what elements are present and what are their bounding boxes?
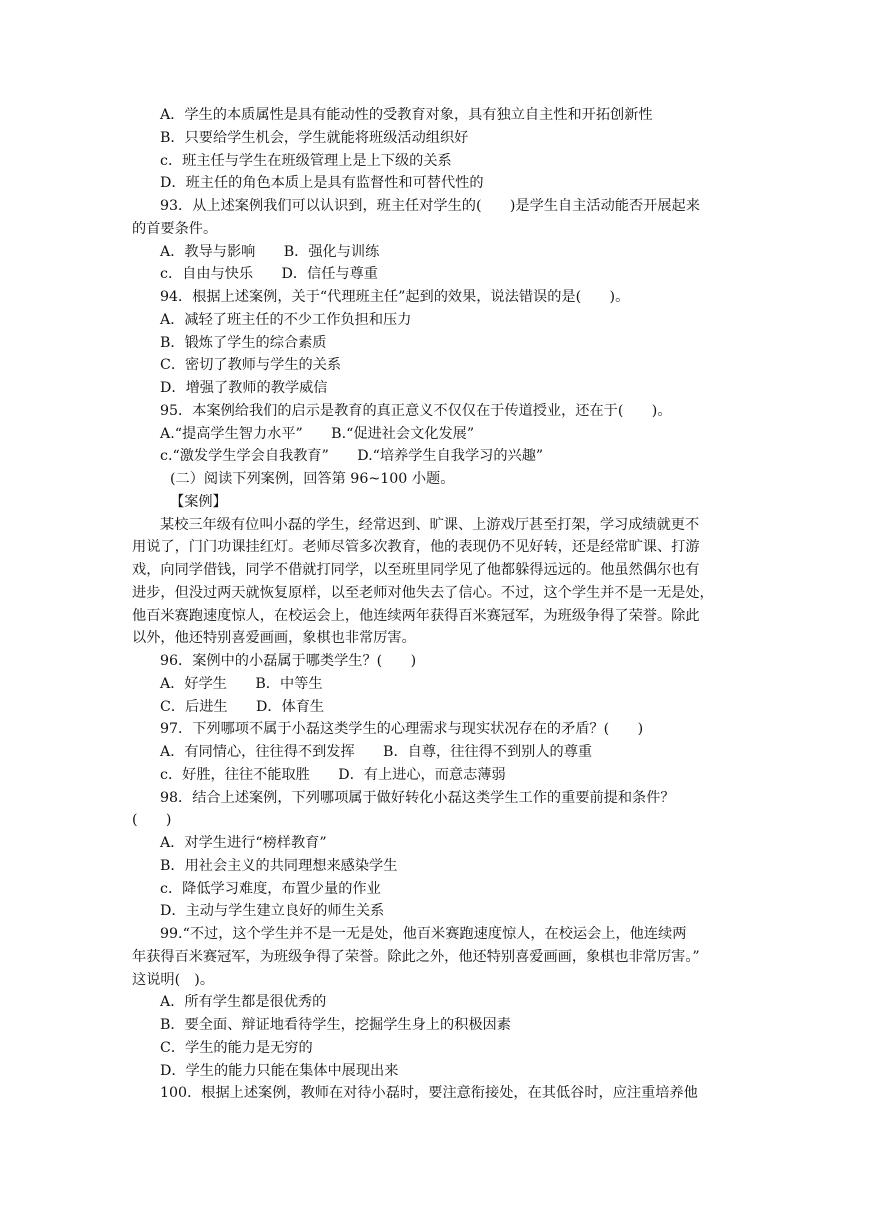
text-line: C．密切了教师与学生的关系 xyxy=(160,357,342,374)
text-line: C．后进生 D．体育生 xyxy=(160,698,325,715)
text-line: 【案例】 xyxy=(170,493,227,510)
text-line: 这说明( )。 xyxy=(132,971,215,988)
text-line: A．有同情心，往往得不到发挥 B．自尊，往往得不到别人的尊重 xyxy=(160,744,593,760)
text-line: 戏，向同学借钱，同学不借就打同学，以至班里同学见了他都躲得远远的。他虽然偶尔也有 xyxy=(132,562,700,578)
text-line: ( ) xyxy=(132,812,172,829)
text-line: D．主动与学生建立良好的师生关系 xyxy=(160,903,385,920)
text-line: A．教导与影响 B．强化与训练 xyxy=(160,243,380,260)
text-line: 的首要条件。 xyxy=(132,220,218,237)
text-line: 某校三年级有位叫小磊的学生，经常迟到、旷课、上游戏厅甚至打架，学习成绩就更不 xyxy=(160,516,700,533)
text-line: B．用社会主义的共同理想来感染学生 xyxy=(160,857,398,874)
text-line: A．所有学生都是很优秀的 xyxy=(160,994,327,1011)
text-line: c.“激发学生学会自我教育” D.“培养学生自我学习的兴趣” xyxy=(160,448,544,465)
text-line: 96．案例中的小磊属于哪类学生？( ) xyxy=(160,653,417,669)
text-line: D．学生的能力只能在集体中展现出来 xyxy=(160,1062,399,1079)
text-line: A．对学生进行“榜样教育” xyxy=(160,835,327,851)
text-line: 进步，但没过两天就恢复原样，以至老师对他失去了信心。不过，这个学生并不是一无是处， xyxy=(132,584,714,601)
text-line: B．锻炼了学生的综合素质 xyxy=(160,334,327,351)
text-line: A.“提高学生智力水平” B.“促进社会文化发展” xyxy=(160,425,475,442)
text-line: (二）阅读下列案例，回答第 96~100 小题。 xyxy=(170,471,455,487)
document-body xyxy=(132,104,742,1105)
text-line: A．学生的本质属性是具有能动性的受教育对象，具有独立自主性和开拓创新性 xyxy=(160,107,653,123)
text-line: 他百米赛跑速度惊人，在校运会上，他连续两年获得百米赛冠军，为班级争得了荣誉。除此 xyxy=(132,607,700,624)
text-line: 用说了，门门功课挂红灯。老师尽管多次教育，他的表现仍不见好转，还是经常旷课、打游 xyxy=(132,539,700,556)
text-line: 99.“不过，这个学生并不是一无是处，他百米赛跑速度惊人，在校运会上，他连续两 xyxy=(160,926,687,942)
text-line: D．增强了教师的教学威信 xyxy=(160,380,328,396)
text-line: 年获得百米赛冠军，为班级争得了荣誉。除此之外，他还特别喜爱画画，象棋也非常厉害。” xyxy=(132,948,700,965)
text-line: B．要全面、辩证地看待学生，挖掘学生身上的积极因素 xyxy=(160,1017,511,1033)
text-line: A．好学生 B．中等生 xyxy=(160,675,323,692)
text-line: 97．下列哪项不属于小磊这类学生的心理需求与现实状况存在的矛盾？( ) xyxy=(160,721,644,738)
text-line: 以外，他还特别喜爱画画，象棋也非常厉害。 xyxy=(132,630,416,647)
text-line: D．班主任的角色本质上是具有监督性和可替代性的 xyxy=(160,175,484,192)
text-line: c．班主任与学生在班级管理上是上下级的关系 xyxy=(160,152,452,169)
text-line: A．减轻了班主任的不少工作负担和压力 xyxy=(160,311,412,328)
text-line: 93．从上述案例我们可以认识到，班主任对学生的( )是学生自主活动能否开展起来 xyxy=(160,198,700,214)
text-line: B．只要给学生机会，学生就能将班级活动组织好 xyxy=(160,129,469,146)
text-line: C．学生的能力是无穷的 xyxy=(160,1039,313,1056)
text-line: 94．根据上述案例，关于“代理班主任”起到的效果，说法错误的是( )。 xyxy=(160,289,630,305)
text-line: c．降低学习难度，布置少量的作业 xyxy=(160,880,381,897)
text-line: c．好胜，往往不能取胜 D．有上进心，而意志薄弱 xyxy=(160,766,506,783)
text-line: 98．结合上述案例，下列哪项属于做好转化小磊这类学生工作的重要前提和条件？ xyxy=(160,789,675,806)
text-line: 100．根据上述案例，教师在对待小磊时，要注意衔接处，在其低谷时，应注重培养他 xyxy=(160,1085,698,1102)
text-line: 95．本案例给我们的启示是教育的真正意义不仅仅在于传道授业，还在于( )。 xyxy=(160,402,672,419)
text-line: c．自由与快乐 D．信任与尊重 xyxy=(160,266,378,283)
